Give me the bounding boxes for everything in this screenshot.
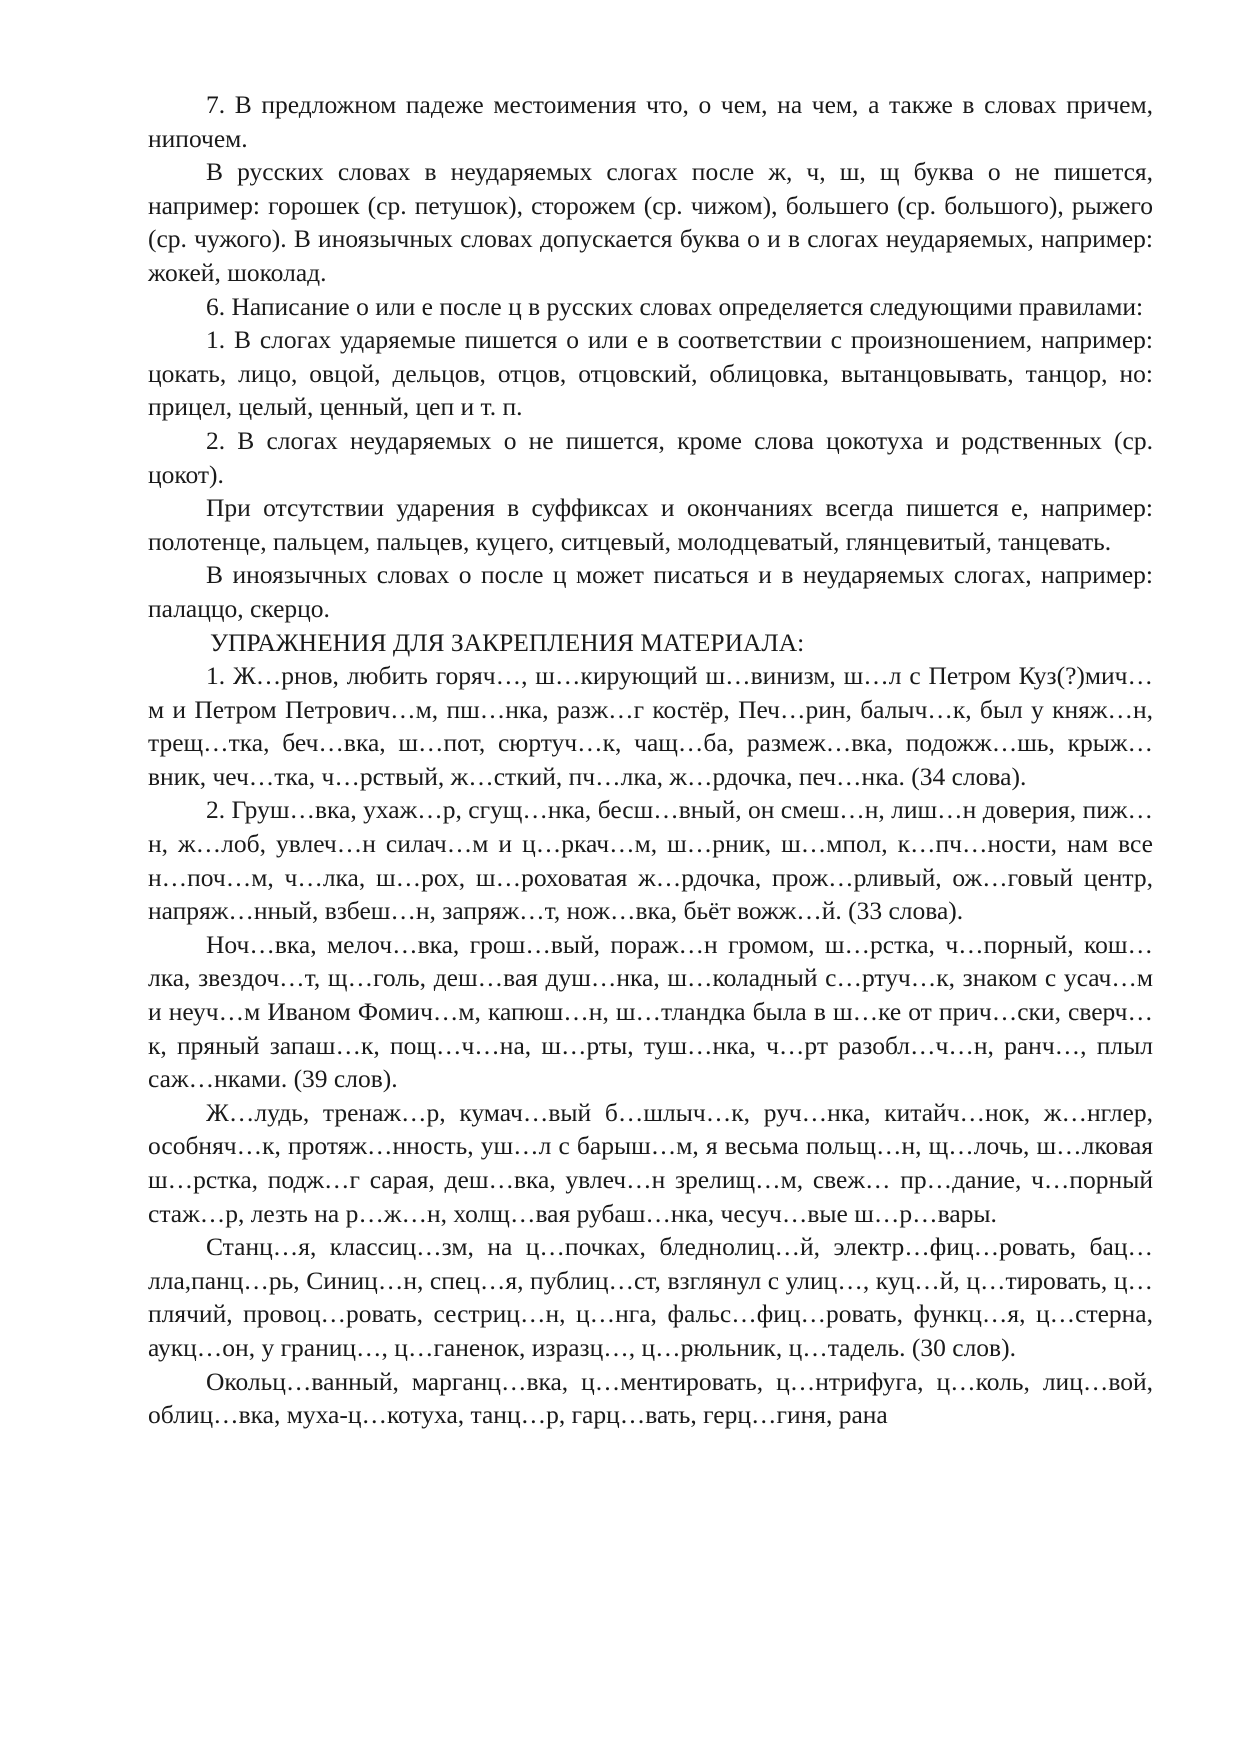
exercises-heading: УПРАЖНЕНИЯ ДЛЯ ЗАКРЕПЛЕНИЯ МАТЕРИАЛА:	[210, 627, 805, 657]
rule-6-1-paragraph: 1. В слогах ударяемые пишется о или е в соответствии с произношением, например: цокать, лицо, овцой, дельцов, отцов, отцовский, облицовка, вытанцовывать, танцор, но: прицел, целый, ценный, цеп и т. п.	[148, 325, 1153, 422]
rule-no-o-paragraph: В русских словах в неударяемых слогах после ж, ч, ш, щ буква о не пишется, например: горошек (ср. петушок), сторожем (ср. чижом), большего (ср. большого), рыжего (ср. чужого). В иноязычных словах допускается буква о и в слогах неударяемых, например: жокей, шоколад.	[148, 157, 1153, 287]
rule-7-paragraph: 7. В предложном падеже местоимения что, о чем, на чем, а также в словах причем, нипочем.	[148, 90, 1153, 153]
rule-suffix-paragraph: При отсутствии ударения в суффиксах и окончаниях всегда пишется е, например: полотенце, пальцем, пальцев, куцего, ситцевый, молодцеватый, глянцевитый, танцевать.	[148, 493, 1153, 556]
exercise-2: 2. Груш…вка, ухаж…р, сгущ…нка, бесш…вный, он смеш…н, лиш…н доверия, пиж…н, ж…лоб, увлеч…н силач…м и ц…ркач…м, ш…рник, ш…мпол, к…пч…ности, нам все н…поч…м, ч…лка, ш…рох, ш…роховатая ж…рдочка, прож…рливый, ож…говый центр, напряж…нный, взбеш…н, запряж…т, нож…вка, бьёт вожж…й. (33 слова).	[148, 795, 1153, 926]
document-page	[148, 88, 1153, 1432]
rule-6-intro-paragraph: 6. Написание о или е после ц в русских словах определяется следующими правилами:	[206, 291, 1144, 321]
rule-6-2-paragraph: 2. В слогах неударяемых о не пишется, кроме слова цокотуха и родственных (ср. цокот).	[148, 425, 1153, 489]
exercise-6: Окольц…ванный, марганц…вка, ц…ментировать, ц…нтрифуга, ц…коль, лиц…вой, облиц…вка, муха-ц…котуха, танц…р, гарц…вать, герц…гиня, рана	[148, 1366, 1153, 1430]
exercise-3: Ноч…вка, мелоч…вка, грош…вый, пораж…н громом, ш…рстка, ч…порный, кош…лка, звездоч…т, щ…голь, деш…вая душ…нка, ш…коладный с…ртуч…к, знаком с усач…м и неуч…м Иваном Фомич…м, капюш…н, ш…тландка была в ш…ке от прич…ски, сверч…к, пряный запаш…к, пощ…ч…на, ш…рты, туш…нка, ч…рт разобл…ч…н, ранч…, плыл саж…нками. (39 слов).	[148, 929, 1153, 1094]
exercise-1: 1. Ж…рнов, любить горяч…, ш…кирующий ш…винизм, ш…л с Петром Куз(?)мич…м и Петром Петрович…м, пш…нка, разж…г костёр, Печ…рин, балыч…к, был у княж…н, трещ…тка, беч…вка, ш…пот, сюртуч…к, чащ…ба, размеж…вка, подожж…шь, крыж…вник, чеч…тка, ч…рствый, ж…сткий, пч…лка, ж…рдочка, печ…нка. (34 слова).	[148, 661, 1153, 791]
exercise-4: Ж…лудь, тренаж…р, кумач…вый б…шлыч…к, руч…нка, китайч…нок, ж…нглер, особняч…к, протяж…нность, уш…л с барыш…м, я весьма польщ…н, щ…лочь, ш…лковая ш…рстка, подж…г сарая, деш…вка, увлеч…н зрелищ…м, свеж… пр…дание, ч…порный стаж…р, лезть на р…ж…н, холщ…вая рубаш…нка, чесуч…вые ш…р…вары.	[148, 1097, 1153, 1228]
exercise-5: Станц…я, классиц…зм, на ц…почках, бледнолиц…й, электр…фиц…ровать, бац…лла,панц…рь, Синиц…н, спец…я, публиц…ст, взглянул с улиц…, куц…й, ц…тировать, ц…плячий, провоц…ровать, сестриц…н, ц…нга, фальс…фиц…ровать, функц…я, ц…стерна, аукц…он, у границ…, ц…ганенок, изразц…, ц…рюльник, ц…тадель. (30 слов).	[148, 1232, 1153, 1362]
rule-foreign-paragraph: В иноязычных словах о после ц может писаться и в неударяемых слогах, например: палаццо, скерцо.	[148, 560, 1153, 623]
